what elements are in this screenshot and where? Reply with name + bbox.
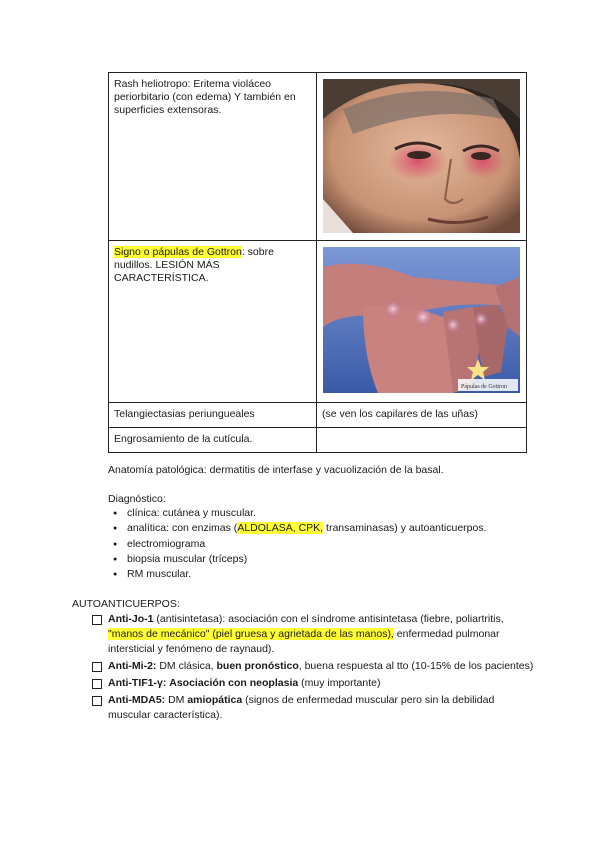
- table-cell: [317, 241, 527, 403]
- checkbox[interactable]: [92, 696, 102, 706]
- diagnosis-heading: Diagnóstico:: [108, 493, 166, 505]
- list-item: ● RM muscular.: [108, 567, 487, 582]
- checkbox[interactable]: [92, 679, 102, 689]
- photo-watermark: Pápulas de Gottron: [461, 384, 507, 390]
- table-cell: [317, 403, 527, 428]
- checkbox[interactable]: [92, 615, 102, 625]
- table-row: [109, 403, 527, 428]
- anatomy-paragraph: Anatomía patológica: dermatitis de interfase y vacuolización de la basal.: [108, 464, 444, 476]
- cell-text: (se ven los capilares de las uñas): [322, 408, 478, 420]
- highlighted-text: "manos de mecánico" (piel gruesa y agrietada de las manos),: [108, 628, 394, 640]
- cell-text: Rash heliotropo: Eritema violáceo periorbitario (con edema) Y también en superficies extensoras.: [114, 78, 296, 116]
- table-cell: [109, 241, 317, 403]
- diagnosis-list: [108, 506, 487, 582]
- list-item: ● biopsia muscular (tríceps): [108, 552, 487, 567]
- table-row: [109, 428, 527, 453]
- checklist-item: Anti-Mi-2: DM clásica, buen pronóstico, buena respuesta al tto (10-15% de los pacientes): [90, 659, 535, 674]
- list-item: ● electromiograma: [108, 537, 487, 552]
- highlighted-text: ALDOLASA, CPK,: [237, 522, 324, 535]
- findings-table: [108, 72, 527, 453]
- cell-text: Telangiectasias periungueales: [114, 408, 255, 420]
- checklist-item: Anti-Jo-1 (antisintetasa): asociación con el síndrome antisintetasa (fiebre, poliartritis, "manos de mecánico" (piel gruesa y agrietada de las manos), enfermedad pulmonar intersticial y fenómeno de raynaud).: [90, 612, 535, 657]
- list-item: ● analítica: con enzimas (ALDOLASA, CPK, transaminasas) y autoanticuerpos.: [108, 521, 487, 536]
- table-cell: [109, 403, 317, 428]
- table-row: [109, 73, 527, 241]
- autoantibodies-checklist: [90, 612, 535, 725]
- highlighted-text: Signo o pápulas de Gottron: [114, 246, 242, 258]
- table-cell: [317, 428, 527, 453]
- face-photo: [323, 79, 520, 233]
- table-cell: [317, 73, 527, 241]
- checkbox[interactable]: [92, 662, 102, 672]
- table-cell: [109, 73, 317, 241]
- table-cell: [109, 428, 317, 453]
- autoantibodies-heading: AUTOANTICUERPOS:: [72, 598, 180, 610]
- hand-photo: [323, 247, 520, 393]
- list-item: ● clínica: cutánea y muscular.: [108, 506, 487, 521]
- cell-text: Engrosamiento de la cutícula.: [114, 433, 253, 445]
- checklist-item: Anti-TIF1-γ: Asociación con neoplasia (muy importante): [90, 676, 535, 691]
- checklist-item: Anti-MDA5: DM amiopática (signos de enfermedad muscular pero sin la debilidad muscular característica).: [90, 693, 535, 723]
- table-row: [109, 241, 527, 403]
- cell-text: : sobre nudillos. LESIÓN MÁS CARACTERÍSTICA.: [114, 246, 274, 284]
